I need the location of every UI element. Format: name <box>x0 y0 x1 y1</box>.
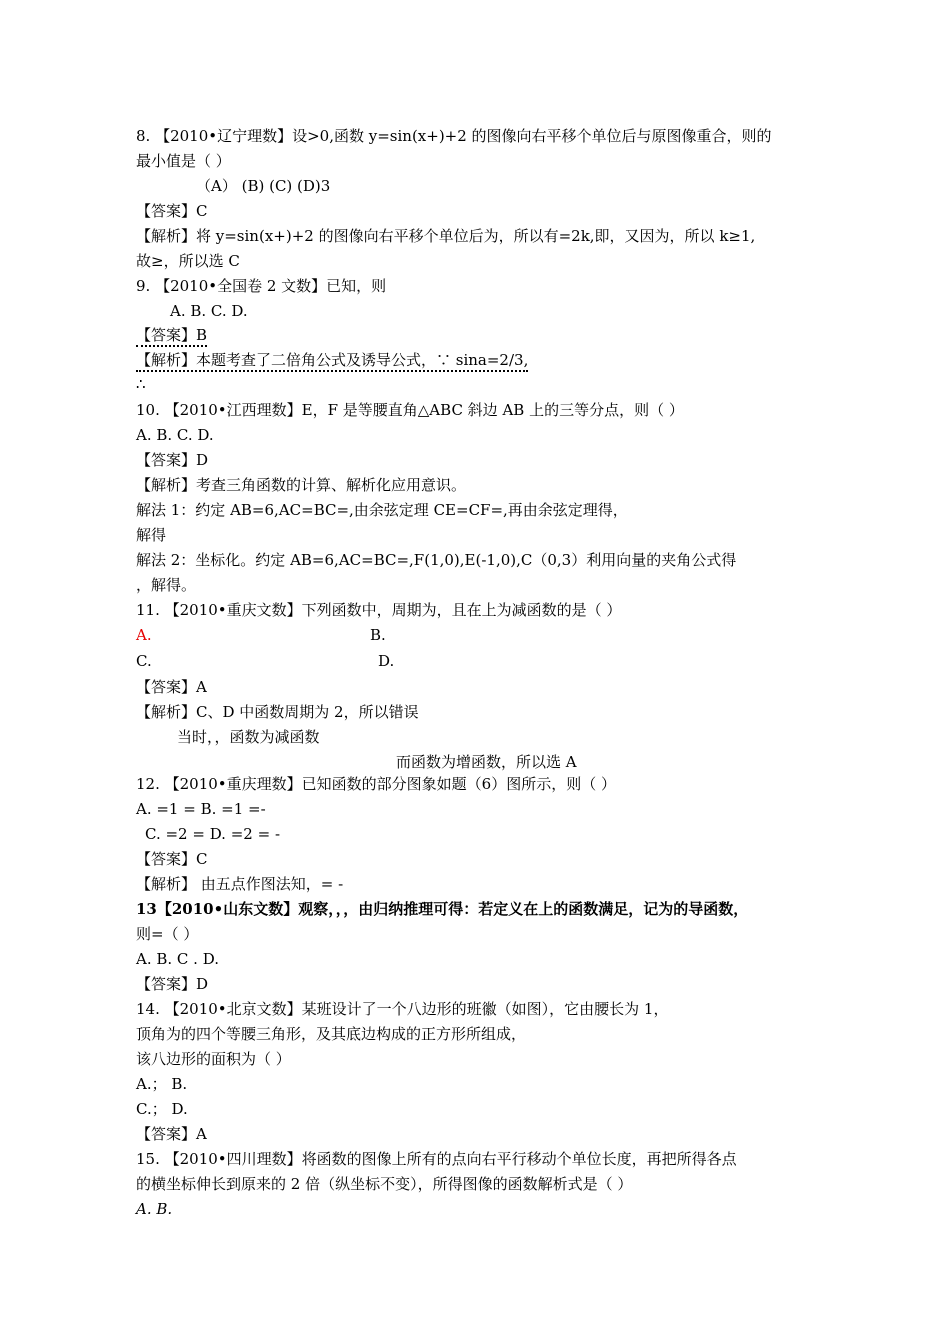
q13-stem: 13【2010•山东文数】观察，，，由归纳推理可得：若定义在上的函数满足，记为的导函数， <box>136 900 749 918</box>
q15-options: A. B. <box>136 1200 173 1218</box>
q10-method1: 解法 1：约定 AB=6,AC=BC=,由余弦定理 CE=CF=,再由余弦定理得， <box>136 501 628 519</box>
q13-options: A. B. C . D. <box>136 950 219 968</box>
q14-options-cd: C.； D. <box>136 1100 188 1118</box>
q9-options: A. B. C. D. <box>170 302 248 320</box>
q9-stem: 9. 【2010•全国卷 2 文数】已知，则 <box>136 277 387 295</box>
q11-option-c: C. <box>136 652 152 670</box>
q9-answer: 【答案】B <box>136 325 207 345</box>
q10-analysis: 【解析】考查三角函数的计算、解析化应用意识。 <box>136 476 467 494</box>
q12-options-cd: C. =2 = D. =2 = - <box>145 825 281 843</box>
q8-analysis: 【解析】将 y=sin(x+)+2 的图像向右平移个单位后为，所以有=2k,即，又因为，所以 k≥1, <box>136 227 756 245</box>
q14-stem: 14. 【2010•北京文数】某班设计了一个八边形的班徽（如图），它由腰长为 1， <box>136 1000 669 1018</box>
q9-therefore: ∴ <box>136 375 146 393</box>
q8-analysis-cont: 故≥，所以选 C <box>136 252 240 270</box>
q10-method2: 解法 2：坐标化。约定 AB=6,AC=BC=,F(1,0),E(-1,0),C（0,3）利用向量的夹角公式得 <box>136 551 737 569</box>
q11-analysis-line3: 而函数为增函数，所以选 A <box>396 753 577 771</box>
q9-analysis: 【解析】本题考查了二倍角公式及诱导公式，∵ sina=2/3, <box>136 350 528 370</box>
q11-analysis-line2: 当时，，函数为减函数 <box>177 728 320 746</box>
q12-options-ab: A. =1 = B. =1 =- <box>136 800 266 818</box>
q11-answer: 【答案】A <box>136 678 207 696</box>
q11-option-b: B. <box>370 626 386 644</box>
q13-stem-cont: 则=（ ） <box>136 925 199 943</box>
q11-option-a: A. <box>136 626 152 644</box>
q8-answer: 【答案】C <box>136 202 208 220</box>
q11-analysis: 【解析】C、D 中函数周期为 2，所以错误 <box>136 703 419 721</box>
q14-options-ab: A.； B. <box>136 1075 188 1093</box>
q15-stem-cont: 的横坐标伸长到原来的 2 倍（纵坐标不变），所得图像的函数解析式是（ ） <box>136 1175 633 1193</box>
q11-option-d: D. <box>378 652 395 670</box>
q12-answer: 【答案】C <box>136 850 208 868</box>
q10-options: A. B. C. D. <box>136 426 214 444</box>
q10-method1-result: 解得 <box>136 526 167 544</box>
q8-options: （A） (B) (C) (D)3 <box>196 177 331 195</box>
q14-stem-line2: 顶角为的四个等腰三角形，及其底边构成的正方形所组成， <box>136 1025 527 1043</box>
q8-stem: 8. 【2010•辽宁理数】设>0,函数 y=sin(x+)+2 的图像向右平移个单位后与原图像重合，则的 <box>136 127 772 145</box>
q10-method2-result: ，解得。 <box>136 576 197 594</box>
q12-stem: 12. 【2010•重庆理数】已知函数的部分图象如题（6）图所示，则（ ） <box>136 775 616 793</box>
q8-stem-cont: 最小值是（ ） <box>136 152 231 170</box>
q15-stem: 15. 【2010•四川理数】将函数的图像上所有的点向右平行移动个单位长度，再把所得各点 <box>136 1150 737 1168</box>
q11-stem: 11. 【2010•重庆文数】下列函数中，周期为，且在上为减函数的是（ ） <box>136 601 622 619</box>
q10-stem: 10. 【2010•江西理数】E，F 是等腰直角△ABC 斜边 AB 上的三等分点，则（ ） <box>136 401 684 419</box>
q13-answer: 【答案】D <box>136 975 209 993</box>
q14-stem-line3: 该八边形的面积为（ ） <box>136 1050 291 1068</box>
q14-answer: 【答案】A <box>136 1125 207 1143</box>
q10-answer: 【答案】D <box>136 451 209 469</box>
q12-analysis: 【解析】 由五点作图法知，= - <box>136 875 344 893</box>
